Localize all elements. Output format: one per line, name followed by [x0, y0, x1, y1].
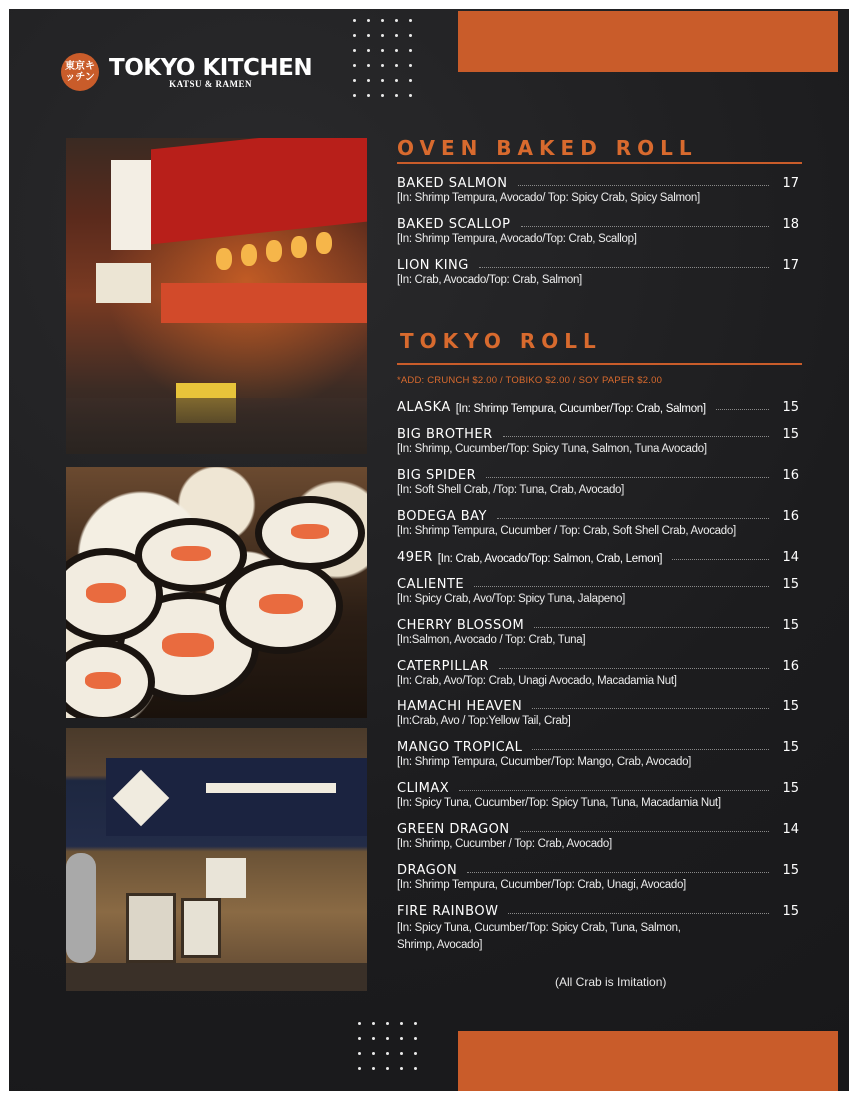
- top-accent-bar: [458, 11, 838, 72]
- item-price: 16: [782, 468, 799, 483]
- item-name: 49ER: [397, 550, 433, 565]
- menu-item-alaska: [397, 400, 799, 415]
- menu-item-mango-tropical: [397, 740, 799, 768]
- item-name: GREEN DRAGON: [397, 822, 510, 837]
- bottom-accent-bar: [458, 1031, 838, 1091]
- item-price: 14: [782, 822, 799, 837]
- item-name: BODEGA BAY: [397, 509, 487, 524]
- item-name: BIG SPIDER: [397, 468, 477, 483]
- item-name: FIRE RAINBOW: [397, 904, 499, 919]
- restaurant-tagline: KATSU & RAMEN: [169, 78, 252, 89]
- item-description: [In: Shrimp Tempura, Avocado/ Top: Spicy Crab, Spicy Salmon]: [397, 192, 700, 204]
- oven-baked-roll-title: OVEN BAKED ROLL: [397, 136, 698, 160]
- menu-item-fire-rainbow: [397, 904, 799, 954]
- item-price: 15: [782, 400, 799, 415]
- item-price: 16: [782, 509, 799, 524]
- menu-item-hamachi-heaven: [397, 699, 799, 727]
- menu-item-baked-scallop: [397, 217, 799, 245]
- item-name: BIG BROTHER: [397, 427, 493, 442]
- sushi-rolls-photo: [66, 467, 367, 718]
- item-price: 17: [782, 176, 799, 191]
- item-name: CATERPILLAR: [397, 659, 490, 674]
- item-name: CHERRY BLOSSOM: [397, 618, 525, 633]
- item-description: [In: Crab, Avocado/Top: Crab, Salmon]: [397, 274, 582, 286]
- menu-item-bodega-bay: [397, 509, 799, 537]
- item-description: [In: Spicy Crab, Avo/Top: Spicy Tuna, Jalapeno]: [397, 593, 625, 605]
- menu-item-lion-king: [397, 258, 799, 286]
- item-name: LION KING: [397, 258, 469, 273]
- item-price: 15: [782, 699, 799, 714]
- logo-mark: 東京キッチン: [61, 53, 99, 91]
- item-description: [In: Shrimp, Cucumber/Top: Spicy Tuna, Salmon, Tuna Avocado]: [397, 443, 707, 455]
- oven-baked-divider: [397, 162, 802, 164]
- menu-item-green-dragon: [397, 822, 799, 850]
- item-price: 16: [782, 659, 799, 674]
- item-name: MANGO TROPICAL: [397, 740, 523, 755]
- restaurant-name: TOKYO KITCHEN: [109, 54, 313, 81]
- item-price: 15: [782, 904, 799, 919]
- item-description: [In:Salmon, Avocado / Top: Crab, Tuna]: [397, 634, 586, 646]
- menu-item-big-spider: [397, 468, 799, 496]
- item-price: 15: [782, 740, 799, 755]
- tokyo-roll-title: TOKYO ROLL: [400, 329, 602, 353]
- izakaya-storefront-photo: [66, 728, 367, 991]
- menu-item-big-brother: [397, 427, 799, 455]
- item-description: [In:Crab, Avo / Top:Yellow Tail, Crab]: [397, 715, 571, 727]
- menu-item-climax: [397, 781, 799, 809]
- item-description: [In: Shrimp, Cucumber / Top: Crab, Avocado]: [397, 838, 612, 850]
- item-description: [In: Shrimp Tempura, Avocado/Top: Crab, Scallop]: [397, 233, 637, 245]
- item-price: 15: [782, 781, 799, 796]
- brand-logo: [61, 53, 312, 91]
- tokyo-roll-divider: [397, 363, 802, 365]
- item-price: 15: [782, 618, 799, 633]
- item-name: BAKED SALMON: [397, 176, 508, 191]
- item-description: [In: Shrimp Tempura, Cucumber/Top: Crab, Salmon]: [455, 403, 706, 415]
- menu-item-49er: [397, 550, 799, 565]
- item-description: [In: Spicy Tuna, Cucumber/Top: Spicy Crab, Tuna, Salmon, Shrimp, Avocado]: [397, 922, 681, 951]
- menu-item-baked-salmon: [397, 176, 799, 204]
- imitation-crab-note: (All Crab is Imitation): [555, 975, 667, 989]
- item-price: 15: [782, 577, 799, 592]
- item-description: [In: Soft Shell Crab, /Top: Tuna, Crab, Avocado]: [397, 484, 625, 496]
- item-name: HAMACHI HEAVEN: [397, 699, 523, 714]
- item-name: DRAGON: [397, 863, 458, 878]
- item-name: CALIENTE: [397, 577, 465, 592]
- dot-pattern-bottom: [358, 1022, 428, 1082]
- street-restaurant-photo: [66, 138, 367, 454]
- addon-note: *ADD: CRUNCH $2.00 / TOBIKO $2.00 / SOY PAPER $2.00: [397, 375, 663, 386]
- item-price: 15: [782, 427, 799, 442]
- item-price: 15: [782, 863, 799, 878]
- menu-page: [9, 9, 849, 1091]
- item-name: ALASKA: [397, 400, 451, 415]
- item-description: [In: Shrimp Tempura, Cucumber/Top: Mango, Crab, Avocado]: [397, 756, 692, 768]
- menu-item-caterpillar: [397, 659, 799, 687]
- item-name: CLIMAX: [397, 781, 450, 796]
- item-description: [In: Shrimp Tempura, Cucumber/Top: Crab, Unagi, Avocado]: [397, 879, 686, 891]
- item-price: 14: [782, 550, 799, 565]
- item-description: [In: Crab, Avocado/Top: Salmon, Crab, Lemon]: [437, 553, 663, 565]
- dot-pattern-top: [353, 19, 423, 109]
- item-name: BAKED SCALLOP: [397, 217, 511, 232]
- item-description: [In: Spicy Tuna, Cucumber/Top: Spicy Tuna, Tuna, Macadamia Nut]: [397, 797, 721, 809]
- item-description: [In: Crab, Avo/Top: Crab, Unagi Avocado, Macadamia Nut]: [397, 675, 677, 687]
- menu-item-cherry-blossom: [397, 618, 799, 646]
- item-price: 17: [782, 258, 799, 273]
- item-description: [In: Shrimp Tempura, Cucumber / Top: Crab, Soft Shell Crab, Avocado]: [397, 525, 736, 537]
- menu-item-caliente: [397, 577, 799, 605]
- item-price: 18: [782, 217, 799, 232]
- menu-item-dragon: [397, 863, 799, 891]
